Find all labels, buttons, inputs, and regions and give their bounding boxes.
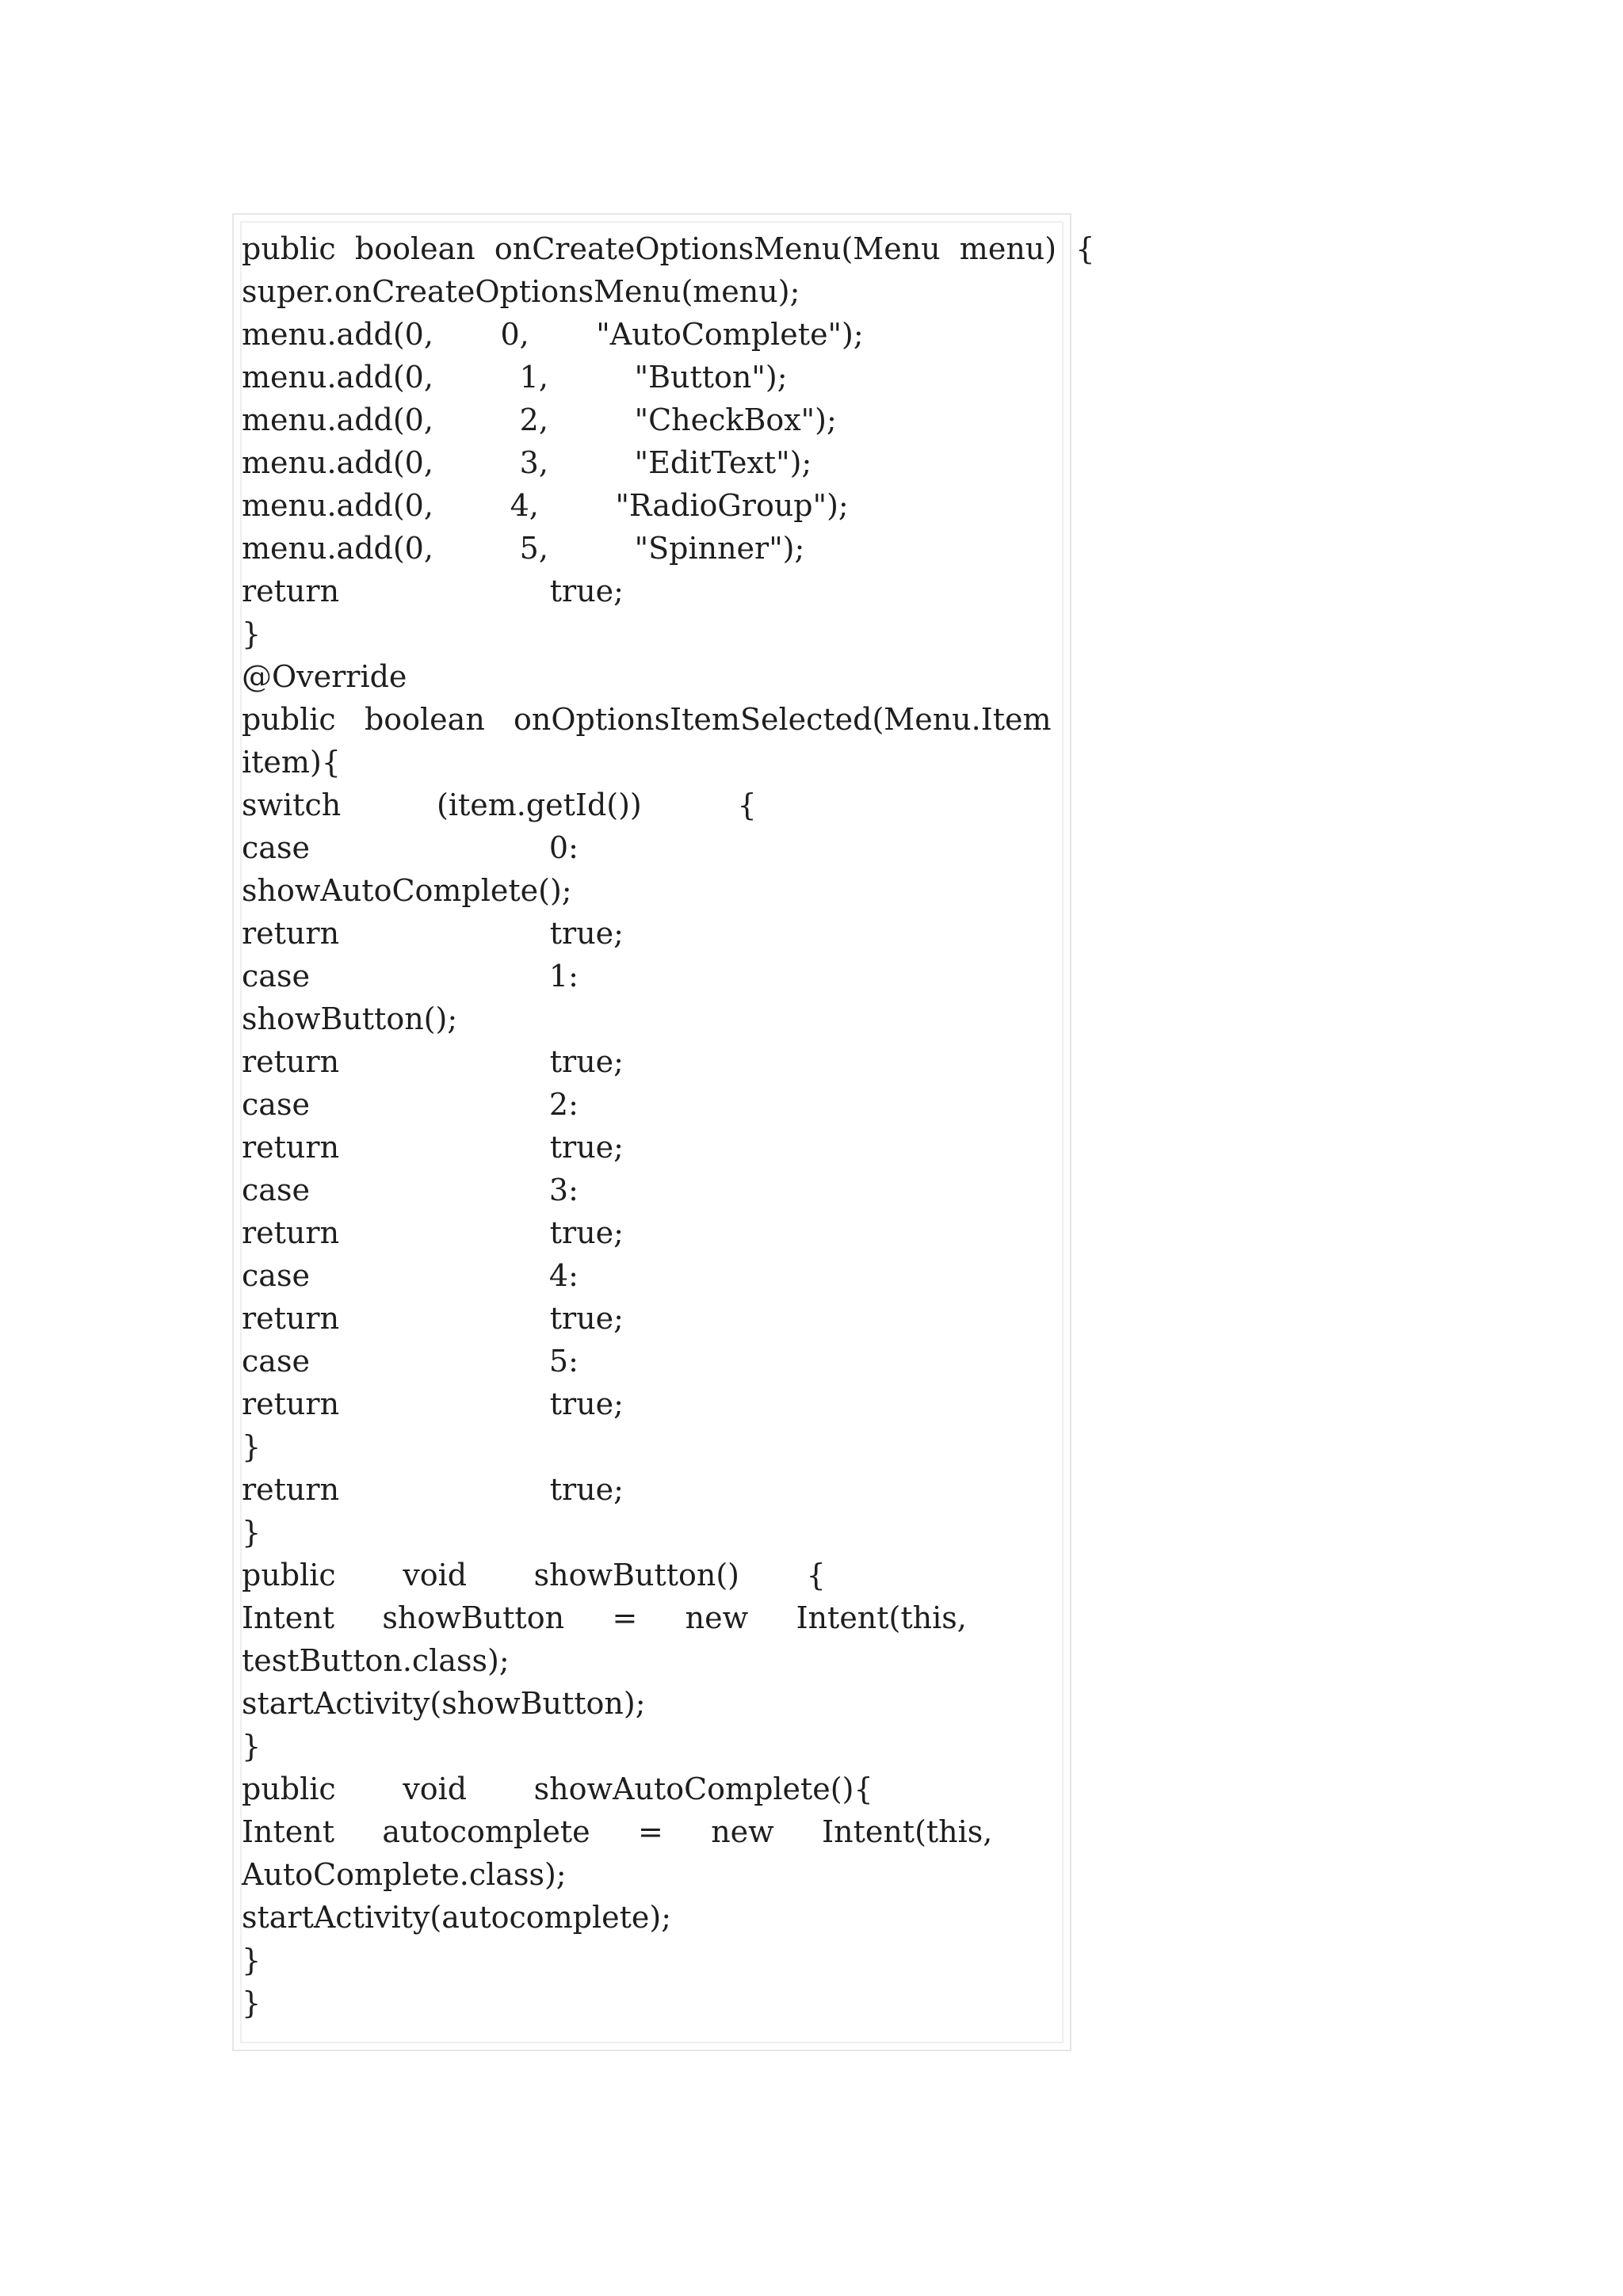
code-line: case 1: xyxy=(242,959,579,994)
code-line: } xyxy=(242,1515,262,1550)
code-line: return true; xyxy=(242,1472,624,1507)
code-line: } xyxy=(242,1943,262,1978)
code-line: case 3: xyxy=(242,1173,579,1207)
code-line: return true; xyxy=(242,1386,624,1421)
code-line: switch (item.getId()) { xyxy=(242,788,757,822)
code-line: public void showButton() { xyxy=(242,1558,826,1592)
code-line: case 4: xyxy=(242,1258,579,1293)
code-line: showAutoComplete(); xyxy=(242,873,572,908)
code-line: public boolean onCreateOptionsMenu(Menu menu) { xyxy=(242,231,1095,266)
code-line: item){ xyxy=(242,745,341,780)
code-line: startActivity(showButton); xyxy=(242,1686,646,1721)
code-line: } xyxy=(242,1729,262,1764)
code-line: menu.add(0, 3, "EditText"); xyxy=(242,445,812,480)
code-line: menu.add(0, 5, "Spinner"); xyxy=(242,531,805,566)
code-line: case 0: xyxy=(242,830,579,865)
code-line: @Override xyxy=(242,659,407,694)
code-line: public void showAutoComplete(){ xyxy=(242,1772,873,1806)
code-line: AutoComplete.class); xyxy=(242,1857,567,1892)
code-line: return true; xyxy=(242,574,624,608)
code-line: testButton.class); xyxy=(242,1643,510,1678)
code-line: } xyxy=(242,616,262,651)
code-line: showButton(); xyxy=(242,1001,458,1036)
code-line: Intent autocomplete = new Intent(this, xyxy=(242,1814,993,1849)
code-line: } xyxy=(242,1985,262,2020)
code-line: Intent showButton = new Intent(this, xyxy=(242,1600,967,1635)
code-line: return true; xyxy=(242,916,624,951)
code-line: case 5: xyxy=(242,1344,579,1379)
code-line: menu.add(0, 2, "CheckBox"); xyxy=(242,402,837,437)
code-line: return true; xyxy=(242,1301,624,1336)
code-line: menu.add(0, 0, "AutoComplete"); xyxy=(242,317,864,352)
code-block xyxy=(242,227,1095,2024)
code-line: return true; xyxy=(242,1044,624,1079)
code-line: super.onCreateOptionsMenu(menu); xyxy=(242,274,800,309)
code-line: } xyxy=(242,1429,262,1464)
code-line: return true; xyxy=(242,1130,624,1165)
code-line: startActivity(autocomplete); xyxy=(242,1900,672,1935)
code-line: menu.add(0, 1, "Button"); xyxy=(242,360,788,395)
code-line: return true; xyxy=(242,1215,624,1250)
code-line: case 2: xyxy=(242,1087,579,1122)
code-line: public boolean onOptionsItemSelected(Menu.Item xyxy=(242,702,1052,737)
code-line: menu.add(0, 4, "RadioGroup"); xyxy=(242,488,849,523)
